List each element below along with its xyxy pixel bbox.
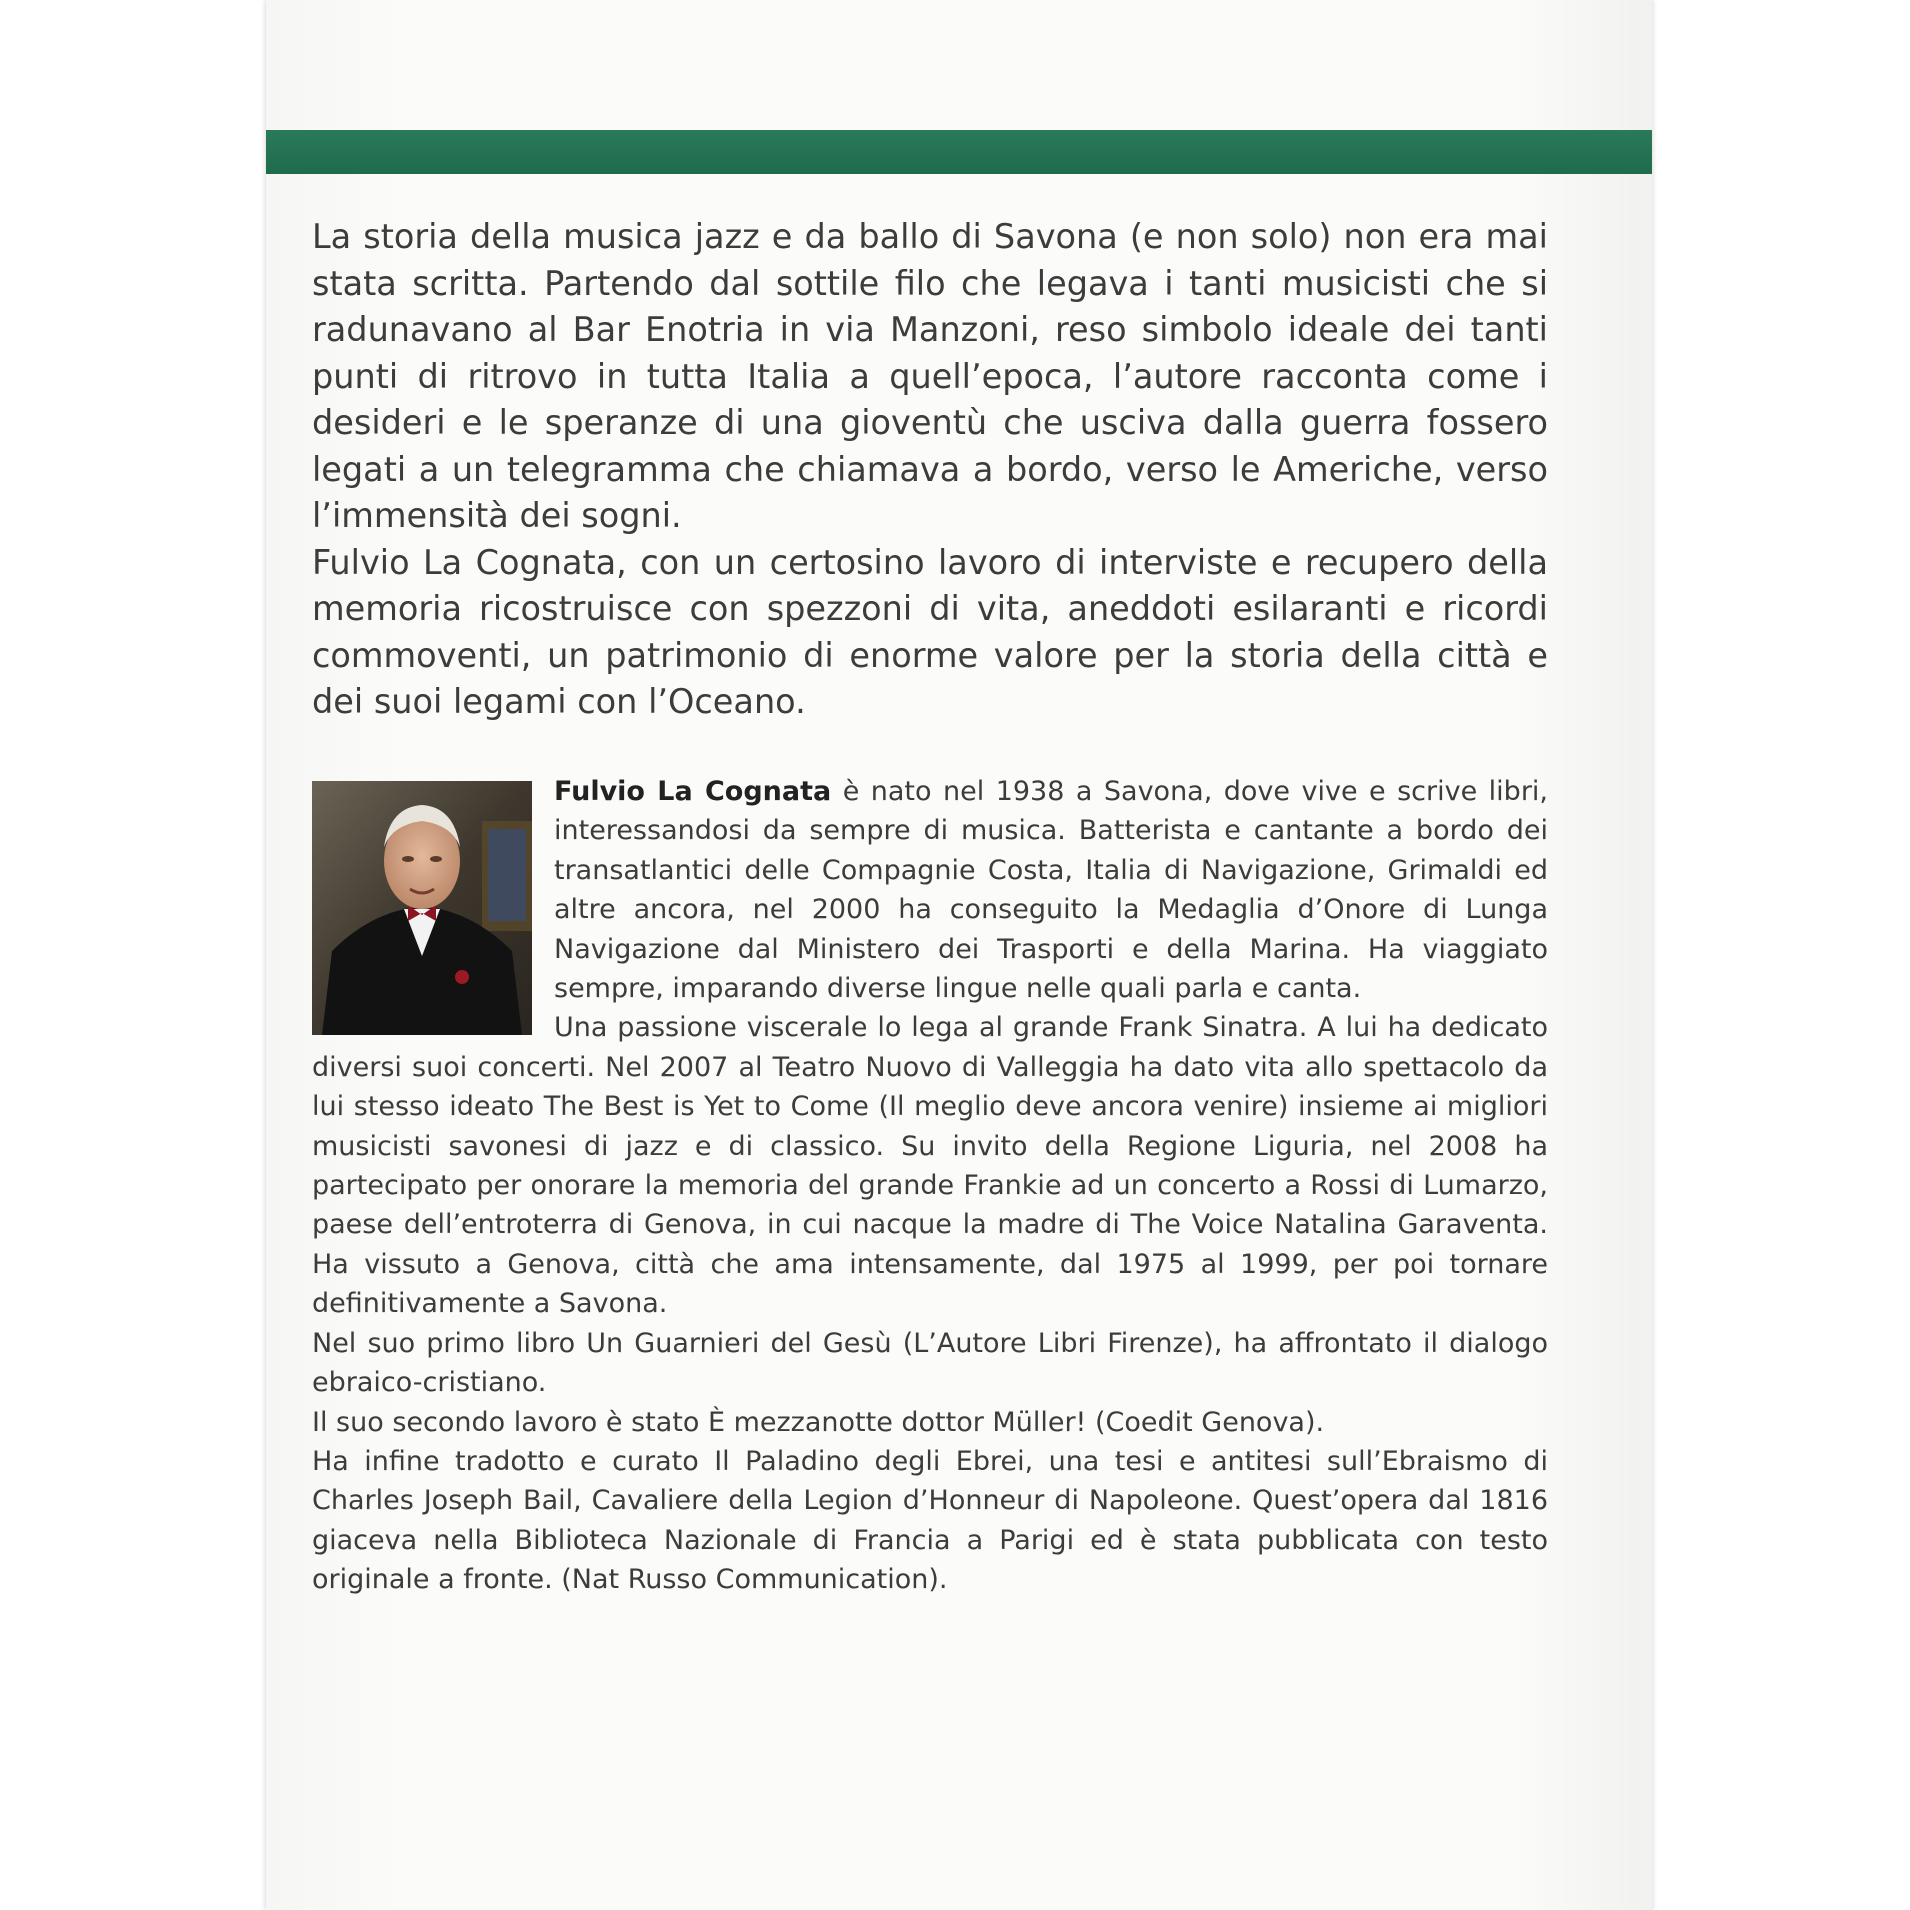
book-blurb [312, 214, 1548, 726]
author-bio [312, 772, 1548, 1600]
bio-paragraph-4: Il suo secondo lavoro è stato È mezzanotte dottor Müller! (Coedit Genova). [312, 1406, 1325, 1438]
bio-paragraph-1-text: è nato nel 1938 a Savona, dove vive e scrive libri, interessandosi da sempre di musica. Batterista e cantante a bordo dei transatlantici delle Compagnie Costa, Italia di Navigazione, Grimaldi ed altre ancora, nel 2000 ha conseguito la Medaglia d’Onore di Lunga Navigazione dal Ministero dei Trasporti e della Marina. Ha viaggiato sempre, imparando diverse lingue nelle quali parla e canta. [554, 776, 1548, 1005]
blurb-paragraph-1: La storia della musica jazz e da ballo di Savona (e non solo) non era mai stata scritta. Partendo dal sottile filo che legava i tanti musicisti che si radunavano al Bar Enotria in via Manzoni, reso simbolo ideale dei tanti punti di ritrovo in tutta Italia a quell’epoca, l’autore racconta come i desideri e le speranze di una gioventù che usciva dalla guerra fossero legati a un telegramma che chiamava a bordo, verso le Americhe, verso l’immensità dei sogni. [312, 217, 1548, 535]
bio-paragraph-2: Una passione viscerale lo lega al grande Frank Sinatra. A lui ha dedicato diversi suoi concerti. Nel 2007 al Teatro Nuovo di Valleggia ha dato vita allo spettacolo da lui stesso ideato The Best is Yet to Come (Il meglio deve ancora venire) insieme ai migliori musicisti savonesi di jazz e di classico. Su invito della Regione Liguria, nel 2008 ha partecipato per onorare la memoria del grande Frankie ad un concerto a Rossi di Lumarzo, paese dell’entroterra di Genova, in cui nacque la madre di The Voice Natalina Garaventa. Ha vissuto a Genova, città che ama intensamente, dal 1975 al 1999, per poi tornare definitivamente a Savona. [312, 1012, 1548, 1320]
bio-paragraph-5: Ha infine tradotto e curato Il Paladino degli Ebrei, una tesi e antitesi sull’Ebraismo di Charles Joseph Bail, Cavaliere della Legion d’Honneur di Napoleone. Quest’opera dal 1816 giaceva nella Biblioteca Nazionale di Francia a Parigi ed è stata pubblicata con testo originale a fronte. (Nat Russo Communication). [312, 1445, 1548, 1596]
green-header-band [266, 130, 1652, 174]
book-back-cover [266, 0, 1652, 1910]
author-name: Fulvio La Cognata [554, 776, 832, 807]
author-photo [312, 781, 532, 1035]
blurb-paragraph-2: Fulvio La Cognata, con un certosino lavoro di interviste e recupero della memoria ricostruisce con spezzoni di vita, aneddoti esilaranti e ricordi commoventi, un patrimonio di enorme valore per la storia della città e dei suoi legami con l’Oceano. [312, 542, 1548, 721]
bio-paragraph-3: Nel suo primo libro Un Guarnieri del Gesù (L’Autore Libri Firenze), ha affrontato il dialogo ebraico-cristiano. [312, 1327, 1548, 1399]
